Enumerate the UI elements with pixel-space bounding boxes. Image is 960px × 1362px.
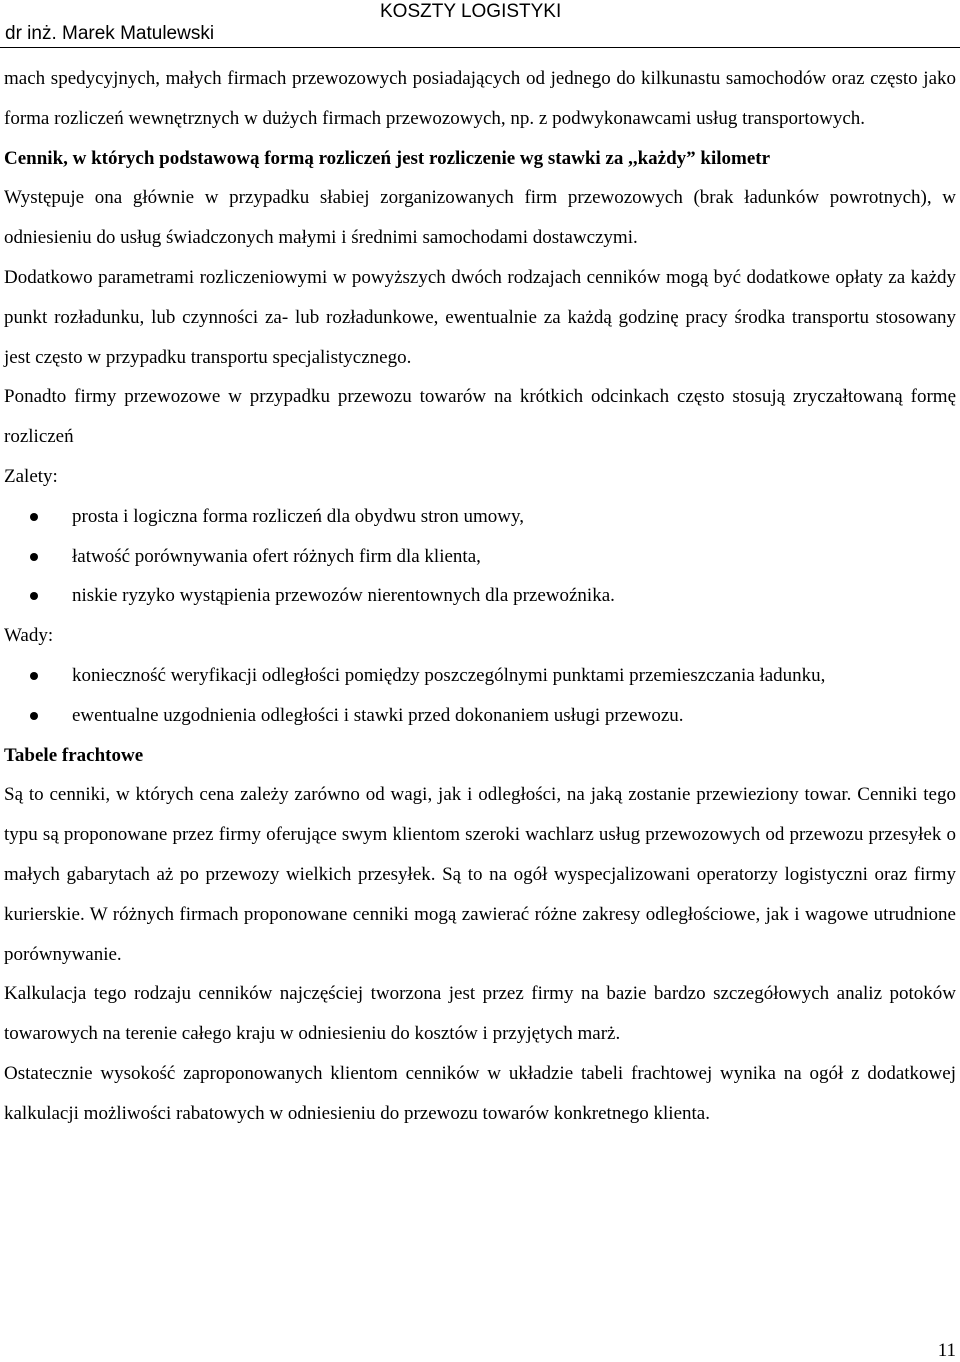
header-rule	[0, 47, 960, 48]
list-item	[4, 696, 956, 736]
list-item	[4, 656, 956, 696]
list-item-text: prosta i logiczna forma rozliczeń dla obydwu stron umowy,	[72, 505, 525, 527]
header-author: dr inż. Marek Matulewski	[5, 23, 215, 44]
bullet-icon	[30, 672, 38, 680]
list-item-text: łatwość porównywania ofert różnych firm dla klienta,	[72, 545, 481, 567]
page-number: 11	[937, 1340, 956, 1361]
cennik-paragraph-2: Dodatkowo parametrami rozliczeniowymi w powyższych dwóch rodzajach cenników mogą być dodatkowe opłaty za każdy punkt rozładunku, lub czynności za- lub rozładunkowe, ewentualnie za każdą godzinę pracy środka transportu stosowany jest często w przypadku transportu specjalistycznego.	[4, 266, 956, 368]
list-item	[4, 497, 956, 537]
wady-label: Wady:	[4, 625, 54, 647]
page-header	[0, 0, 960, 48]
document-body	[4, 59, 956, 1134]
list-item	[4, 537, 956, 577]
zalety-list	[4, 497, 956, 616]
list-item-text: ewentualne uzgodnienia odległości i stawki przed dokonaniem usługi przewozu.	[72, 704, 684, 726]
wady-list	[4, 656, 956, 736]
tabele-paragraph-1: Są to cenniki, w których cena zależy zarówno od wagi, jak i odległości, na jaką zostanie przewieziony towar. Cenniki tego typu są proponowane przez firmy oferujące swym klientom szeroki wachlarz usług przewozowych od przewozu przesyłek o małych gabarytach aż po przewozy wielkich przesyłek. Są to na ogół wyspecjalizowani operatorzy logistyczni oraz firmy kurierskie. W różnych firmach proponowane cenniki mogą zawierać różne zakresy odległościowe, jak i wagowe utrudnione porównywanie.	[4, 784, 956, 965]
bullet-icon	[30, 592, 38, 600]
cennik-paragraph-1: Występuje ona głównie w przypadku słabiej zorganizowanych firm przewozowych (brak ładunków powrotnych), w odniesieniu do usług świadczonych małymi i średnimi samochodami dostawczymi.	[4, 187, 956, 249]
bullet-icon	[30, 513, 38, 521]
header-title: KOSZTY LOGISTYKI	[380, 1, 562, 22]
list-item-text: konieczność weryfikacji odległości pomiędzy poszczególnymi punktami przemieszczania ładunku,	[72, 664, 826, 686]
zalety-label: Zalety:	[4, 465, 58, 487]
tabele-heading: Tabele frachtowe	[4, 744, 144, 766]
intro-paragraph: mach spedycyjnych, małych firmach przewozowych posiadających od jednego do kilkunastu samochodów oraz często jako forma rozliczeń wewnętrznych w dużych firmach przewozowych, np. z podwykonawcami usług transportowych.	[4, 68, 956, 129]
cennik-paragraph-3: Ponadto firmy przewozowe w przypadku przewozu towarów na krótkich odcinkach często stosują zryczałtowaną formę rozliczeń	[4, 386, 956, 448]
cennik-heading: Cennik, w których podstawową formą rozliczeń jest rozliczenie wg stawki za ,,każdy” kilometr	[4, 147, 771, 169]
bullet-icon	[30, 712, 38, 720]
tabele-paragraph-2: Kalkulacja tego rodzaju cenników najczęściej tworzona jest przez firmy na bazie bardzo szczegółowych analiz potoków towarowych na terenie całego kraju w odniesieniu do kosztów i przyjętych marż.	[4, 983, 956, 1045]
tabele-paragraph-3: Ostatecznie wysokość zaproponowanych klientom cenników w układzie tabeli frachtowej wynika na ogół z dodatkowej kalkulacji możliwości rabatowych w odniesieniu do przewozu towarów konkretnego klienta.	[4, 1062, 956, 1124]
list-item-text: niskie ryzyko wystąpienia przewozów nierentownych dla przewoźnika.	[72, 585, 615, 607]
list-item	[4, 576, 956, 616]
bullet-icon	[30, 553, 38, 561]
